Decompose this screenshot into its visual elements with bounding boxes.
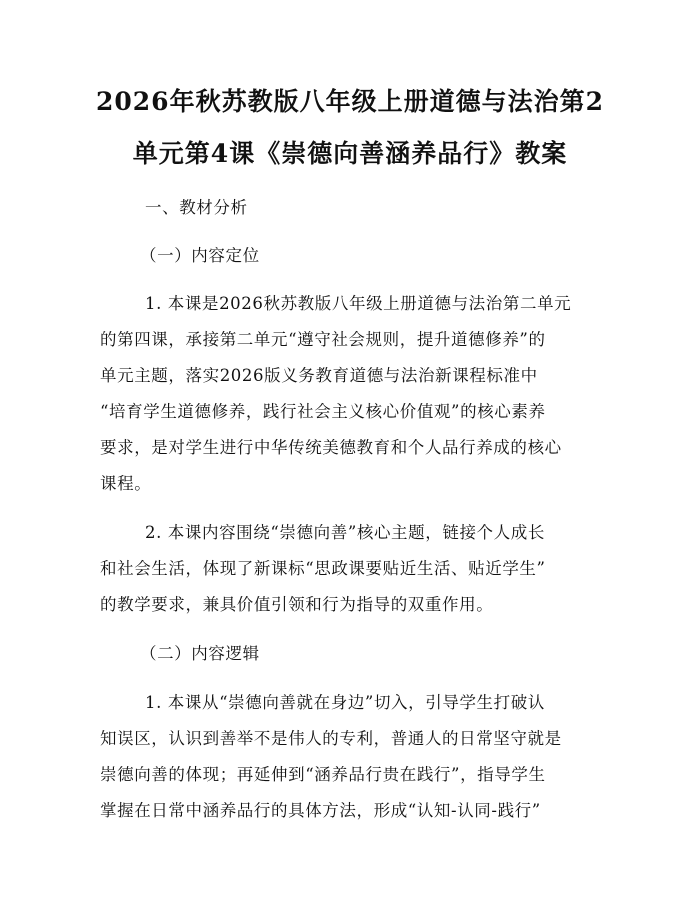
- paragraph-line: 1. 本课是2026秋苏教版八年级上册道德与法治第二单元: [145, 294, 572, 313]
- paragraph-line: 的第四课，承接第二单元“遵守社会规则，提升道德修养”的: [100, 330, 546, 349]
- paragraph-line: 课程。: [100, 474, 152, 493]
- title-line-2: 单元第4课《崇德向善涵养品行》教案: [132, 139, 568, 168]
- paragraph-line: 1. 本课从“崇德向善就在身边”切入，引导学生打破认: [145, 693, 545, 712]
- paragraph-line: 掌握在日常中涵养品行的具体方法，形成“认知-认同-践行”: [100, 801, 541, 820]
- paragraph-line: 知误区，认识到善举不是伟人的专利，普通人的日常坚守就是: [100, 729, 562, 748]
- paragraph-line: 2. 本课内容围绕“崇德向善”核心主题，链接个人成长: [145, 523, 545, 542]
- subsection-heading-content-positioning: （一）内容定位: [140, 246, 260, 265]
- subsection-heading-content-logic: （二）内容逻辑: [140, 644, 260, 663]
- paragraph-line: “培育学生道德修养，践行社会主义核心价值观”的核心素养: [100, 402, 546, 421]
- document-title: [90, 76, 610, 180]
- paragraph-line: 崇德向善的体现；再延伸到“涵养品行贵在践行”，指导学生: [100, 765, 546, 784]
- title-line-1: 2026年秋苏教版八年级上册道德与法治第2: [96, 87, 604, 116]
- paragraph-line: 要求，是对学生进行中华传统美德教育和个人品行养成的核心: [100, 438, 562, 457]
- paragraph-line: 的教学要求，兼具价值引领和行为指导的双重作用。: [100, 595, 494, 614]
- paragraph-line: 和社会生活，体现了新课标“思政课要贴近生活、贴近学生”: [100, 559, 546, 578]
- section-heading-teaching-material-analysis: 一、教材分析: [145, 198, 248, 217]
- paragraph-line: 单元主题，落实2026版义务教育道德与法治新课程标准中: [100, 366, 538, 385]
